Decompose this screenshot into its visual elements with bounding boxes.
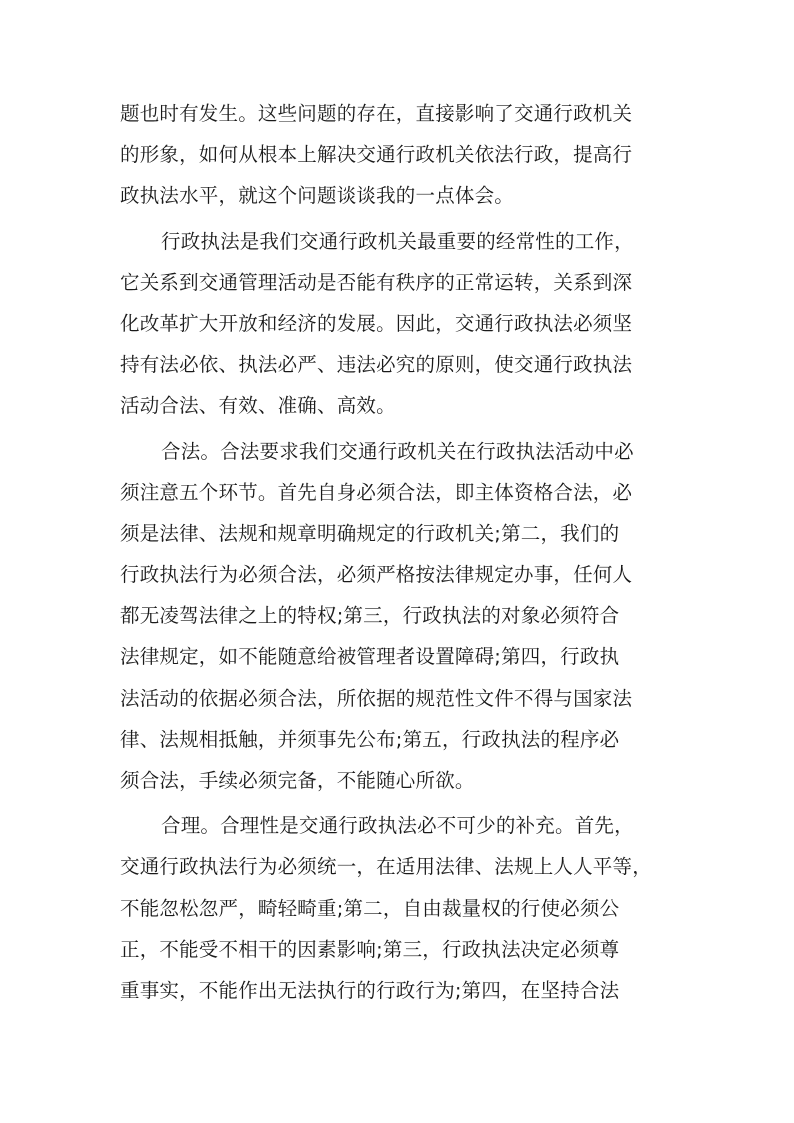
text-line: 行政执法是我们交通行政机关最重要的经常性的工作， <box>161 229 634 253</box>
text-line: 正，不能受不相干的因素影响;第三，行政执法决定必须尊 <box>120 937 620 961</box>
text-line: 须是法律、法规和规章明确规定的行政机关;第二，我们的 <box>120 521 620 545</box>
text-line: 它关系到交通管理活动是否能有秩序的正常运转，关系到深 <box>120 270 633 294</box>
text-line: 法活动的依据必须合法，所依据的规范性文件不得与国家法 <box>120 686 633 710</box>
text-line: 化改革扩大开放和经济的发展。因此，交通行政执法必须坚 <box>120 311 633 335</box>
paragraph-3 <box>120 431 680 802</box>
text-line: 的形象，如何从根本上解决交通行政机关依法行政，提高行 <box>120 143 633 167</box>
text-line: 都无凌驾法律之上的特权;第三，行政执法的对象必须符合 <box>120 604 620 628</box>
text-line: 行政执法行为必须合法，必须严格按法律规定办事，任何人 <box>120 563 633 587</box>
text-line: 律、法规相抵触，并须事先公布;第五，行政执法的程序必 <box>120 727 620 751</box>
text-line: 政执法水平，就这个问题谈谈我的一点体会。 <box>120 184 515 208</box>
body-text <box>120 93 680 1011</box>
text-line: 题也时有发生。这些问题的存在，直接影响了交通行政机关 <box>120 102 633 125</box>
paragraph-4 <box>120 805 680 1011</box>
paragraph-1 <box>120 93 680 217</box>
text-line: 交通行政执法行为必须统一，在适用法律、法规上人人平等， <box>120 855 652 879</box>
text-line: 合理。合理性是交通行政执法必不可少的补充。首先， <box>161 814 634 838</box>
text-line: 须合法，手续必须完备，不能随心所欲。 <box>120 769 475 792</box>
text-line: 持有法必依、执法必严、违法必究的原则，使交通行政执法 <box>120 353 633 377</box>
text-line: 活动合法、有效、准确、高效。 <box>120 394 396 418</box>
text-line: 合法。合法要求我们交通行政机关在行政执法活动中必 <box>161 439 634 463</box>
text-line: 重事实，不能作出无法执行的行政行为;第四，在坚持合法 <box>120 978 620 1002</box>
text-line: 不能忽松忽严，畸轻畸重;第二，自由裁量权的行使必须公 <box>120 896 620 920</box>
text-line: 须注意五个环节。首先自身必须合法，即主体资格合法，必 <box>120 480 633 504</box>
text-line: 法律规定，如不能随意给被管理者设置障碍;第四，行政执 <box>120 645 620 669</box>
paragraph-2 <box>120 221 680 427</box>
